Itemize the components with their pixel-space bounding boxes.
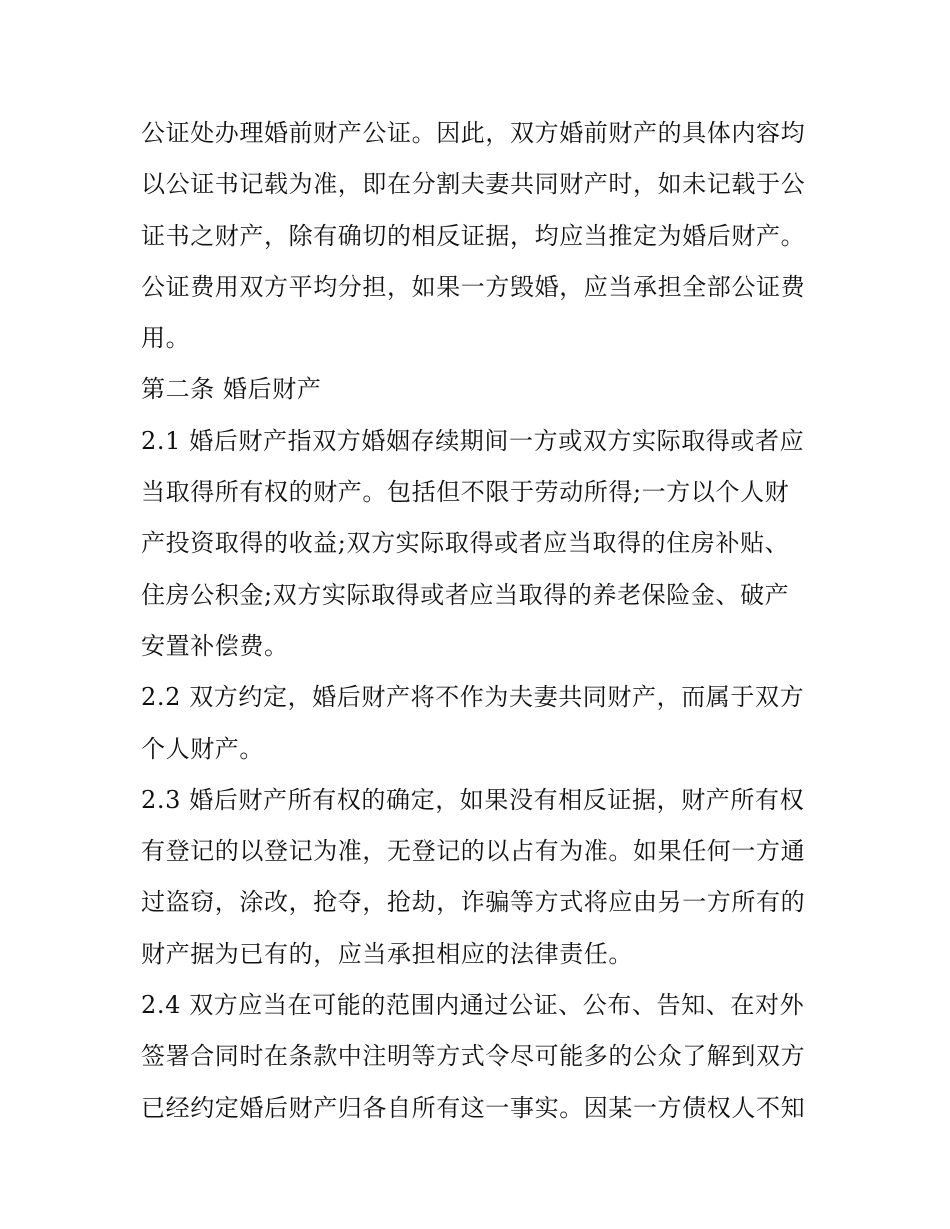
text-line: 产投资取得的收益;双方实际取得或者应当取得的住房补贴、 [141, 529, 790, 558]
section-heading: 第二条 婚后财产 [141, 375, 322, 404]
text-line: 公证处办理婚前财产公证。因此，双方婚前财产的具体内容均 [141, 119, 806, 147]
text-line: 签署合同时在条款中注明等方式令尽可能多的公众了解到双方 [141, 1042, 806, 1071]
text-line: 财产据为已有的，应当承担相应的法律责任。 [141, 939, 633, 968]
text-line: 住房公积金;双方实际取得或者应当取得的养老保险金、破产 [141, 580, 790, 609]
text-line: 用。 [141, 324, 191, 353]
clause-2-3: 2.3 婚后财产所有权的确定，如果没有相反证据，财产所有权 [141, 785, 805, 814]
text-line: 已经约定婚后财产归各自所有这一事实。因某一方债权人不知 [141, 1093, 806, 1122]
clause-2-2: 2.2 双方约定，婚后财产将不作为夫妻共同财产，而属于双方 [141, 683, 805, 712]
text-line: 过盗窃，涂改，抢夺，抢劫，诈骗等方式将应由另一方所有的 [141, 888, 806, 917]
text-line: 有登记的以登记为准，无登记的以占有为准。如果任何一方通 [141, 837, 806, 866]
clause-2-4: 2.4 双方应当在可能的范围内通过公证、公布、告知、在对外 [141, 991, 805, 1020]
text-line: 公证费用双方平均分担，如果一方毁婚，应当承担全部公证费 [141, 272, 806, 301]
text-line: 证书之财产，除有确切的相反证据，均应当推定为婚后财产。 [141, 221, 806, 250]
document-page [141, 108, 821, 1134]
clause-2-1: 2.1 婚后财产指双方婚姻存续期间一方或双方实际取得或者应 [141, 426, 805, 455]
text-line: 安置补偿费。 [141, 631, 289, 660]
text-line: 个人财产。 [141, 734, 264, 763]
text-line: 以公证书记载为准，即在分割夫妻共同财产时，如未记载于公 [141, 170, 806, 199]
text-line: 当取得所有权的财产。包括但不限于劳动所得;一方以个人财 [141, 478, 790, 507]
